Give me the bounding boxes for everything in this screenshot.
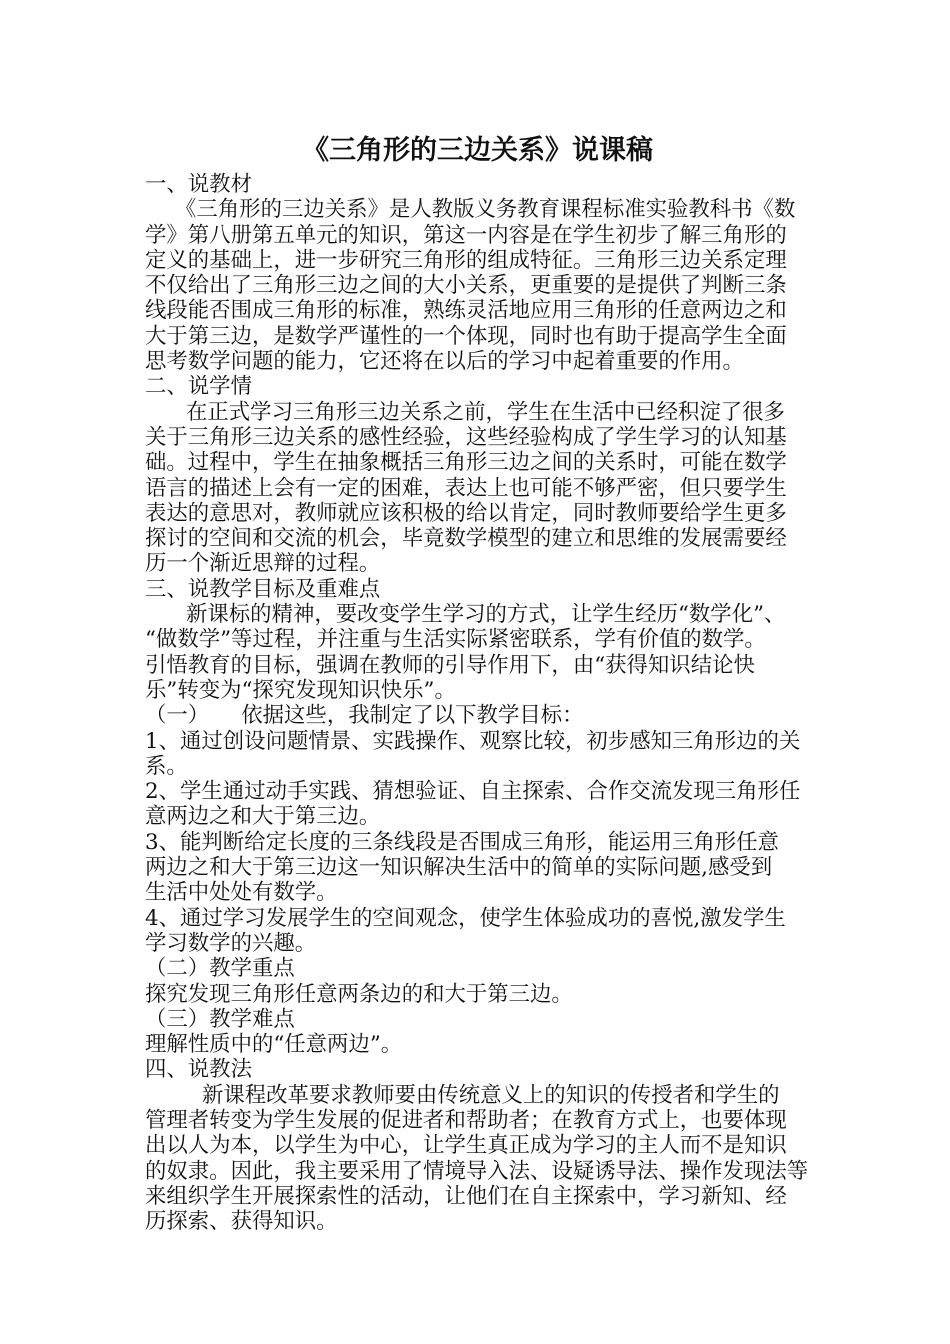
section-heading: 三、说教学目标及重难点 (145, 576, 381, 602)
paragraph-line: 探讨的空间和交流的机会，毕竟数学模型的建立和思维的发展需要经 (145, 526, 787, 552)
section-heading: 二、说学情 (145, 374, 252, 400)
paragraph-line: 大于第三边，是数学严谨性的一个体现，同时也有助于提高学生全面 (145, 323, 787, 349)
paragraph-line: 新课标的精神，要改变学生学习的方式，让学生经历“数学化”、 (186, 602, 786, 628)
paragraph-line: 出以人为本，以学生为中心，让学生真正成为学习的主人而不是知识 (145, 1133, 787, 1159)
document-title: 《三角形的三边关系》说课稿 (302, 135, 653, 166)
paragraph-line: 在正式学习三角形三边关系之前，学生在生活中已经积淀了很多 (186, 399, 785, 425)
paragraph-line: 表达的意思对，教师就应该积极的给以肯定，同时教师要给学生更多 (145, 500, 787, 526)
paragraph-line: 不仅给出了三角形三边之间的大小关系，更重要的是提供了判断三条 (145, 273, 787, 299)
paragraph-line: 乐”转变为“探究发现知识快乐”。 (145, 677, 456, 703)
document-body (145, 172, 810, 1234)
paragraph-line: 关于三角形三边关系的感性经验，这些经验构成了学生学习的认知基 (145, 424, 787, 450)
paragraph-line: 线段能否围成三角形的标准，熟练灵活地应用三角形的任意两边之和 (145, 298, 787, 324)
paragraph-line: 理解性质中的“任意两边”。 (145, 1032, 403, 1058)
paragraph-line: 定义的基础上，进一步研究三角形的组成特征。三角形三边关系定理 (145, 247, 787, 273)
paragraph-line: 探究发现三角形任意两条边的和大于第三边。 (145, 981, 573, 1007)
paragraph-line: 历探索、获得知识。 (145, 1209, 338, 1235)
paragraph-line: 础。过程中，学生在抽象概括三角形三边之间的关系时，可能在数学 (145, 450, 787, 476)
subsection-heading: （二）教学重点 (145, 956, 295, 982)
list-item-line: 2、学生通过动手实践、猜想验证、自主探索、合作交流发现三角形任 (145, 779, 801, 805)
paragraph-line: 学》第八册第五单元的知识，第这一内容是在学生初步了解三角形的 (145, 222, 787, 248)
list-item-line: 3、能判断给定长度的三条线段是否围成三角形，能运用三角形任意 (145, 829, 779, 855)
list-item-line: 两边之和大于第三边这一知识解决生活中的简单的实际问题,感受到 (145, 855, 773, 881)
paragraph-line: 历一个渐近思辩的过程。 (145, 551, 381, 577)
paragraph-line: 语言的描述上会有一定的困难，表达上也可能不够严密，但只要学生 (145, 475, 787, 501)
list-item-line: 系。 (145, 753, 188, 779)
list-item-line: 生活中处处有数学。 (145, 880, 338, 906)
paragraph-line: 新课程改革要求教师要由传统意义上的知识的传授者和学生的 (202, 1082, 780, 1108)
paragraph-line: “做数学”等过程，并注重与生活实际紧密联系，学有价值的数学。 (145, 627, 766, 653)
paragraph-line: 来组织学生开展探索性的活动，让他们在自主探索中，学习新知、经 (145, 1183, 787, 1209)
subsection-heading: （一） 依据这些，我制定了以下教学目标： (145, 703, 584, 729)
paragraph-line: 引悟教育的目标，强调在教师的引导作用下，由“获得知识结论快 (145, 652, 755, 678)
paragraph-line: 管理者转变为学生发展的促进者和帮助者；在教育方式上，也要体现 (145, 1107, 787, 1133)
paragraph-line: 的奴隶。因此，我主要采用了情境导入法、设疑诱导法、操作发现法等 (145, 1158, 809, 1184)
subsection-heading: （三）教学难点 (145, 1006, 295, 1032)
list-item-line: 学习数学的兴趣。 (145, 930, 317, 956)
section-heading: 一、说教材 (145, 172, 252, 197)
section-heading: 四、说教法 (145, 1057, 252, 1083)
document-page (145, 133, 810, 1234)
paragraph-line: 思考数学问题的能力，它还将在以后的学习中起着重要的作用。 (145, 349, 744, 375)
list-item-line: 1、通过创设问题情景、实践操作、观察比较，初步感知三角形边的关 (145, 728, 801, 754)
list-item-line: 4、通过学习发展学生的空间观念，使学生体验成功的喜悦,激发学生 (145, 905, 786, 931)
paragraph-line: 《三角形的三边关系》是人教版义务教育课程标准实验教科书《数 (175, 197, 796, 223)
list-item-line: 意两边之和大于第三边。 (145, 804, 381, 830)
